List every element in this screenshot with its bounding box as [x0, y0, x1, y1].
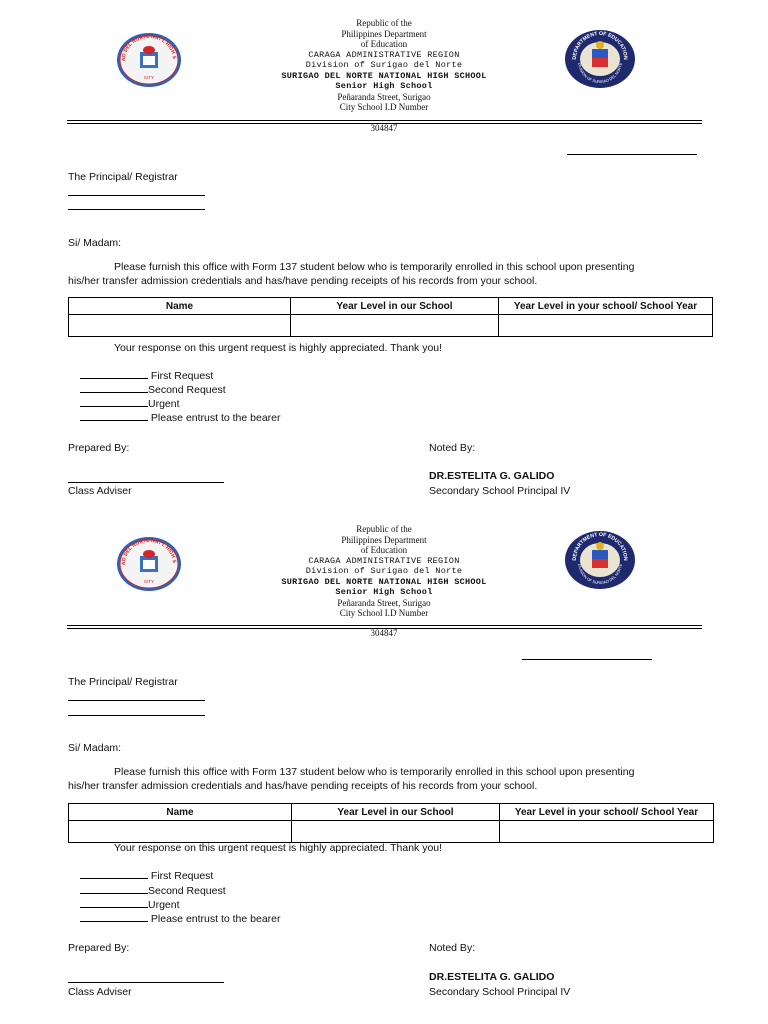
addressee: The Principal/ Registrar — [68, 676, 178, 688]
addressee: The Principal/ Registrar — [68, 171, 178, 183]
checklist-label: Urgent — [148, 398, 180, 410]
student-table — [68, 297, 713, 337]
checklist-blank[interactable] — [80, 411, 148, 421]
letterhead-deped: of Education — [360, 545, 408, 555]
checklist-item — [80, 411, 281, 424]
checklist-blank[interactable] — [80, 869, 148, 879]
column-header: Year Level in your school/ School Year — [500, 804, 714, 821]
class-adviser-label: Class Adviser — [68, 485, 132, 497]
year-level-cell[interactable] — [292, 821, 500, 843]
letterhead-philippines: Philippines Department — [341, 28, 427, 39]
letterhead-division: Division of Surigao del Norte — [305, 566, 463, 576]
addressee-line — [68, 209, 205, 210]
principal-name: DR.ESTELITA G. GALIDO — [429, 971, 555, 983]
student-table — [68, 803, 714, 843]
checklist-label: Please entrust to the bearer — [148, 913, 281, 925]
deped-seal-logo — [564, 29, 636, 89]
column-header: Year Level in our School — [292, 804, 500, 821]
noted-by-label: Noted By: — [429, 442, 476, 454]
table-row — [69, 315, 713, 337]
logo-right-text: DEPARTMENT OF EDUCATION — [571, 531, 629, 561]
addressee-line — [68, 195, 205, 196]
checklist-label: Urgent — [148, 899, 180, 911]
logo-right-text: DEPARTMENT OF EDUCATION — [571, 30, 629, 60]
letterhead-school-name: SURIGAO DEL NORTE NATIONAL HIGH SCHOOL — [281, 70, 487, 81]
checklist-item — [80, 884, 226, 897]
school-id-number: 304847 — [370, 123, 398, 133]
table-row — [69, 821, 714, 843]
class-adviser-label: Class Adviser — [68, 986, 132, 998]
column-header: Name — [69, 298, 291, 315]
prepared-by-label: Prepared By: — [68, 442, 130, 454]
table-header-row — [69, 298, 713, 315]
signature-line — [68, 982, 224, 983]
principal-name: DR.ESTELITA G. GALIDO — [429, 470, 555, 482]
letterhead-philippines: Philippines Department — [341, 534, 427, 545]
letterhead-deped: of Education — [360, 39, 408, 49]
checklist-item — [80, 369, 213, 382]
school-seal-logo — [116, 536, 182, 592]
checklist-item — [80, 383, 226, 396]
body-line-1: Please furnish this office with Form 137 student below who is temporarily enrolled in this school upon presenting — [114, 261, 635, 273]
year-level-cell[interactable] — [291, 315, 499, 337]
letterhead-region: CARAGA ADMINISTRATIVE REGION — [308, 555, 460, 566]
deped-seal-logo — [564, 530, 636, 590]
column-header: Name — [69, 804, 292, 821]
checklist-label: First Request — [148, 370, 214, 382]
letterhead-school-name: SURIGAO DEL NORTE NATIONAL HIGH SCHOOL — [281, 576, 487, 587]
body-line-2: his/her transfer admission credentials and has/have pending receipts of his records from your school. — [68, 780, 538, 792]
letterhead-republic: Republic of the — [356, 18, 412, 28]
letterhead-city: City School I.D Number — [339, 102, 429, 112]
letterhead-division: Division of Surigao del Norte — [305, 60, 463, 70]
letterhead-street: Peñaranda Street, Surigao — [337, 91, 431, 102]
school-seal-logo — [116, 32, 182, 88]
logo-right-sub: DIVISION OF SURIGAO DEL NORTE — [577, 62, 623, 85]
school-id-number: 304847 — [370, 628, 398, 638]
letterhead-region: CARAGA ADMINISTRATIVE REGION — [308, 49, 460, 60]
name-cell[interactable] — [69, 821, 292, 843]
checklist-blank[interactable] — [80, 383, 148, 393]
checklist-blank[interactable] — [80, 369, 148, 379]
noted-by-label: Noted By: — [429, 942, 476, 954]
school-year-cell[interactable] — [499, 315, 713, 337]
salutation: Si/ Madam: — [68, 742, 122, 754]
letterhead-street: Peñaranda Street, Surigao — [337, 597, 431, 608]
checklist-label: Second Request — [148, 384, 226, 396]
letterhead-city: City School I.D Number — [339, 608, 429, 618]
logo-left-sub: CITY — [143, 75, 155, 80]
checklist-blank[interactable] — [80, 884, 148, 894]
checklist-item — [80, 397, 180, 410]
name-cell[interactable] — [69, 315, 291, 337]
checklist-item — [80, 898, 180, 911]
checklist-blank[interactable] — [80, 898, 148, 908]
school-year-cell[interactable] — [500, 821, 714, 843]
header-rule — [67, 120, 702, 121]
body-line-2: his/her transfer admission credentials and has/have pending receipts of his records from your school. — [68, 275, 538, 287]
checklist-blank[interactable] — [80, 397, 148, 407]
column-header: Year Level in our School — [291, 298, 499, 315]
checklist-label: First Request — [148, 870, 214, 882]
header-rule — [67, 625, 702, 626]
principal-title: Secondary School Principal IV — [429, 485, 571, 497]
logo-left-text: AO DEL NORTE NAT'L HIGH S — [120, 537, 178, 566]
letterhead — [234, 18, 534, 113]
letterhead-shs: Senior High School — [335, 587, 433, 597]
column-header: Year Level in your school/ School Year — [499, 298, 713, 315]
checklist-label: Second Request — [148, 885, 226, 897]
principal-title: Secondary School Principal IV — [429, 986, 571, 998]
checklist-item — [80, 912, 281, 925]
table-header-row — [69, 804, 714, 821]
request-form-2 — [0, 506, 768, 1018]
salutation: Si/ Madam: — [68, 237, 122, 249]
prepared-by-label: Prepared By: — [68, 942, 130, 954]
addressee-line — [68, 700, 205, 701]
checklist-label: Please entrust to the bearer — [148, 412, 281, 424]
addressee-line — [68, 715, 205, 716]
letterhead — [234, 524, 534, 619]
date-line — [522, 659, 652, 660]
thanks-line: Your response on this urgent request is highly appreciated. Thank you! — [114, 342, 443, 354]
signature-line — [68, 482, 224, 483]
checklist-blank[interactable] — [80, 912, 148, 922]
letterhead-republic: Republic of the — [356, 524, 412, 534]
letterhead-shs: Senior High School — [335, 81, 433, 91]
date-line — [567, 154, 697, 155]
checklist-item — [80, 869, 213, 882]
thanks-line: Your response on this urgent request is highly appreciated. Thank you! — [114, 842, 443, 854]
body-line-1: Please furnish this office with Form 137 student below who is temporarily enrolled in this school upon presenting — [114, 766, 635, 778]
logo-right-sub: DIVISION OF SURIGAO DEL NORTE — [577, 563, 623, 586]
logo-left-sub: CITY — [143, 579, 155, 584]
logo-left-text: AO DEL NORTE NAT'L HIGH S — [120, 33, 178, 62]
